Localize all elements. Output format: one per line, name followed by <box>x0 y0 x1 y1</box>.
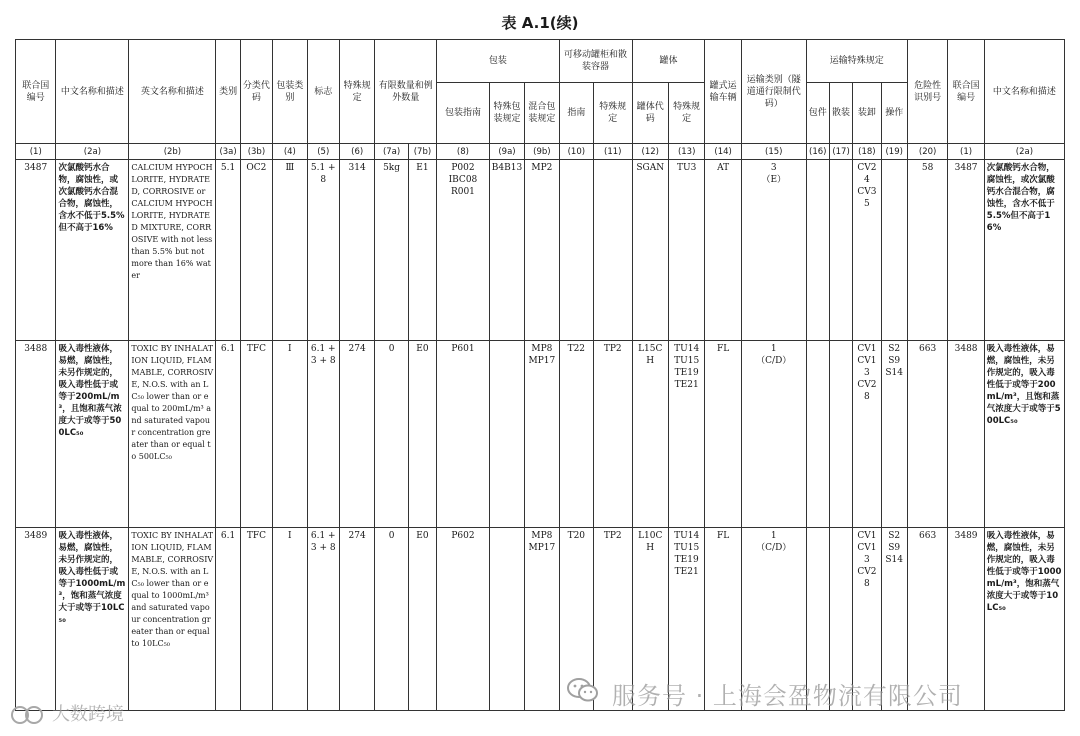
labels-cell: 6.1 + 3 + 8 <box>307 341 339 528</box>
column-number: (2a) <box>56 144 129 160</box>
header-un-number: 联合国编号 <box>16 40 56 144</box>
limited-quantity-cell: 0 <box>375 528 408 711</box>
header-class-code: 分类代码 <box>240 40 272 144</box>
header-packaging: 包装 <box>437 40 559 83</box>
column-number: (5) <box>307 144 339 160</box>
excepted-quantity-cell: E0 <box>408 341 436 528</box>
column-number: (19) <box>881 144 907 160</box>
tank-code-cell: L10CH <box>632 528 668 711</box>
mixed-packing-cell-line: MP17 <box>528 543 556 553</box>
packing-instruction-cell <box>437 341 490 528</box>
loading-cell-line: CV35 <box>857 187 877 209</box>
corner-watermark-text: 大数跨境 <box>52 704 124 725</box>
transport-category-cell-line: 1 <box>770 344 777 354</box>
packing-instruction-cell-line: R001 <box>450 187 475 197</box>
class-cell: 6.1 <box>216 341 240 528</box>
operation-cell <box>881 160 907 341</box>
column-number: (15) <box>741 144 806 160</box>
mixed-packing-cell <box>525 160 559 341</box>
header-tank-special: 特殊规定 <box>668 83 704 144</box>
pt-special-cell: TP2 <box>594 528 632 711</box>
corner-watermark <box>10 700 124 726</box>
table-row <box>16 160 1065 341</box>
header-name-zh: 中文名称和描述 <box>56 40 129 144</box>
name-zh-cell: 吸入毒性液体，易燃，腐蚀性，未另作规定的，吸入毒性低于或等于200mL/m³，且饱和蒸气浓度大于或等于500LC₅₀ <box>56 341 129 528</box>
tank-special-cell-line: TU14 <box>674 344 700 354</box>
header-transport-special: 运输特殊规定 <box>806 40 907 83</box>
loading-cell-line: CV13 <box>857 356 877 378</box>
column-number: (20) <box>907 144 947 160</box>
dangerous-goods-table <box>15 39 1065 711</box>
tank-special-cell-line: TE21 <box>674 380 699 390</box>
packing-group-cell: Ⅲ <box>273 160 307 341</box>
header-bulk: 散装 <box>829 83 852 144</box>
un-number-cell: 3488 <box>16 341 56 528</box>
transport-category-cell-line: （C/D） <box>756 356 792 366</box>
header-class: 类别 <box>216 40 240 144</box>
class-code-cell: TFC <box>240 341 272 528</box>
column-number: (12) <box>632 144 668 160</box>
special-packing-cell <box>489 341 524 528</box>
bulk-cell <box>829 160 852 341</box>
column-number: (18) <box>853 144 881 160</box>
column-number: (3a) <box>216 144 240 160</box>
table-title: 表 A.1(续) <box>501 14 579 32</box>
mixed-packing-cell <box>525 528 559 711</box>
header-packing-group: 包装类别 <box>273 40 307 144</box>
un-number-2-cell: 3488 <box>948 341 984 528</box>
un-number-2-cell: 3487 <box>948 160 984 341</box>
column-number: (14) <box>705 144 741 160</box>
transport-category-cell <box>741 160 806 341</box>
column-number: (11) <box>594 144 632 160</box>
tank-vehicle-cell: FL <box>705 341 741 528</box>
header-special-provisions: 特殊规定 <box>339 40 374 144</box>
header-limited-quantity: 有限数量和例外数量 <box>375 40 437 144</box>
package-cell <box>806 341 829 528</box>
loading-cell-line: CV1 <box>857 344 877 354</box>
packing-instruction-cell-line: P602 <box>451 531 475 541</box>
hazard-id-cell: 58 <box>907 160 947 341</box>
tank-special-cell-line: TE19 <box>674 555 699 565</box>
header-labels: 标志 <box>307 40 339 144</box>
hazard-id-cell: 663 <box>907 341 947 528</box>
column-number: (2b) <box>129 144 216 160</box>
operation-cell-line: S14 <box>885 368 904 378</box>
tank-special-cell-line: TU14 <box>674 531 700 541</box>
special-provisions-cell: 314 <box>339 160 374 341</box>
name-zh-cell: 次氯酸钙水合物，腐蚀性，或次氯酸钙水合混合物，腐蚀性，含水不低于5.5%但不高于16% <box>56 160 129 341</box>
special-provisions-cell: 274 <box>339 341 374 528</box>
packing-instruction-cell <box>437 528 490 711</box>
pt-special-cell <box>594 160 632 341</box>
packing-instruction-cell <box>437 160 490 341</box>
name-zh-2-cell: 吸入毒性液体，易燃，腐蚀性，未另作规定的，吸入毒性低于或等于1000mL/m³，饱和蒸气浓度大于或等于10LC₅₀ <box>984 528 1064 711</box>
tank-vehicle-cell: AT <box>705 160 741 341</box>
class-cell: 5.1 <box>216 160 240 341</box>
header-mixed-packing: 混合包装规定 <box>525 83 559 144</box>
special-provisions-cell: 274 <box>339 528 374 711</box>
operation-cell-line: S2 <box>888 344 901 354</box>
column-number: (1) <box>948 144 984 160</box>
name-zh-2-cell: 次氯酸钙水合物，腐蚀性，或次氯酸钙水合混合物，腐蚀性，含水不低于5.5%但不高于16% <box>984 160 1064 341</box>
header-loading: 装卸 <box>853 83 881 144</box>
header-pt-special: 特殊规定 <box>594 83 632 144</box>
column-number: (1) <box>16 144 56 160</box>
packing-instruction-cell-line: P601 <box>451 344 475 354</box>
operation-cell-line: S9 <box>888 543 901 553</box>
name-en-cell: TOXIC BY INHALATION LIQUID, FLAMMABLE, CORROSIVE, N.O.S. with an LC₅₀ lower than or equal to 200mL/m³ and saturated vapour concentration greater than or equal to 500LC₅₀ <box>129 341 216 528</box>
packing-group-cell: I <box>273 341 307 528</box>
header-transport-category: 运输类别（隧道通行限制代码） <box>741 40 806 144</box>
loading-cell-line: CV13 <box>857 543 877 565</box>
operation-cell <box>881 341 907 528</box>
column-number: (17) <box>829 144 852 160</box>
header-name-en: 英文名称和描述 <box>129 40 216 144</box>
tank-special-cell-line: TU15 <box>674 543 700 553</box>
loading-cell-line: CV24 <box>857 163 877 185</box>
pt-special-cell: TP2 <box>594 341 632 528</box>
excepted-quantity-cell: E0 <box>408 528 436 711</box>
header-package: 包件 <box>806 83 829 144</box>
special-packing-cell <box>489 528 524 711</box>
class-code-cell: OC2 <box>240 160 272 341</box>
tank-special-cell-line: TE21 <box>674 567 699 577</box>
excepted-quantity-cell: E1 <box>408 160 436 341</box>
column-number-row <box>16 144 1065 160</box>
tank-special-cell-line: TU15 <box>674 356 700 366</box>
class-cell: 6.1 <box>216 528 240 711</box>
loading-cell-line: CV1 <box>857 531 877 541</box>
bulk-cell <box>829 341 852 528</box>
transport-category-cell <box>741 341 806 528</box>
pt-instruction-cell: T22 <box>559 341 593 528</box>
name-zh-2-cell: 吸入毒性液体，易燃，腐蚀性，未另作规定的，吸入毒性低于或等于200mL/m³，且饱和蒸气浓度大于或等于500LC₅₀ <box>984 341 1064 528</box>
header-tank: 罐体 <box>632 40 705 83</box>
transport-category-cell-line: （E） <box>761 175 787 185</box>
limited-quantity-cell: 0 <box>375 341 408 528</box>
header-operation: 操作 <box>881 83 907 144</box>
tank-special-cell <box>668 160 704 341</box>
packing-group-cell: I <box>273 528 307 711</box>
tank-special-cell <box>668 341 704 528</box>
column-number: (7a) <box>375 144 408 160</box>
name-en-cell: CALCIUM HYPOCHLORITE, HYDRATED, CORROSIVE or CALCIUM HYPOCHLORITE, HYDRATED MIXTURE, CORROSIVE with not less than 5.5% but not more than 16% water <box>129 160 216 341</box>
special-packing-cell: B4B13 <box>489 160 524 341</box>
header-portable-tank: 可移动罐柜和散装容器 <box>559 40 632 83</box>
tank-vehicle-cell: FL <box>705 528 741 711</box>
loading-cell <box>853 160 881 341</box>
column-number: (4) <box>273 144 307 160</box>
tank-code-cell: SGAN <box>632 160 668 341</box>
limited-quantity-cell: 5kg <box>375 160 408 341</box>
table-row <box>16 341 1065 528</box>
mixed-packing-cell-line: MP2 <box>531 163 553 173</box>
transport-category-cell-line: （C/D） <box>756 543 792 553</box>
header-packing-instruction: 包装指南 <box>437 83 490 144</box>
operation-cell-line: S9 <box>888 356 901 366</box>
name-zh-cell: 吸入毒性液体，易燃，腐蚀性，未另作规定的，吸入毒性低于或等于1000mL/m³，饱和蒸气浓度大于或等于10LC₅₀ <box>56 528 129 711</box>
loading-cell-line: CV28 <box>857 380 877 402</box>
column-number: (9a) <box>489 144 524 160</box>
mixed-packing-cell <box>525 341 559 528</box>
package-cell <box>806 160 829 341</box>
header-special-packing: 特殊包装规定 <box>489 83 524 144</box>
brand-logo-icon <box>10 704 48 726</box>
tank-special-cell-line: TE19 <box>674 368 699 378</box>
pt-instruction-cell: T20 <box>559 528 593 711</box>
column-number: (16) <box>806 144 829 160</box>
header-name-zh-2: 中文名称和描述 <box>984 40 1064 144</box>
loading-cell <box>853 341 881 528</box>
column-number: (9b) <box>525 144 559 160</box>
column-number: (3b) <box>240 144 272 160</box>
labels-cell: 5.1 + 8 <box>307 160 339 341</box>
header-un-number-2: 联合国编号 <box>948 40 984 144</box>
column-number: (8) <box>437 144 490 160</box>
header-hazard-id: 危险性识别号 <box>907 40 947 144</box>
column-number: (2a) <box>984 144 1064 160</box>
column-number: (7b) <box>408 144 436 160</box>
operation-cell-line: S14 <box>885 555 904 565</box>
column-number: (10) <box>559 144 593 160</box>
tank-special-cell-line: TU3 <box>677 163 697 173</box>
mixed-packing-cell-line: MP8 <box>531 344 553 354</box>
class-code-cell: TFC <box>240 528 272 711</box>
watermark-text: 服务号 · 上海会盈物流有限公司 <box>612 682 963 710</box>
un-number-2-cell: 3489 <box>948 528 984 711</box>
packing-instruction-cell-line: IBC08 <box>448 175 478 185</box>
loading-cell-line: CV28 <box>857 567 877 589</box>
pt-instruction-cell <box>559 160 593 341</box>
name-en-cell: TOXIC BY INHALATION LIQUID, FLAMMABLE, CORROSIVE, N.O.S. with an LC₅₀ lower than or equal to 1000mL/m³ and saturated vapour concentration greater than or equal to 10LC₅₀ <box>129 528 216 711</box>
column-number: (6) <box>339 144 374 160</box>
hazard-id-cell: 663 <box>907 528 947 711</box>
labels-cell: 6.1 + 3 + 8 <box>307 528 339 711</box>
operation-cell-line: S2 <box>888 531 901 541</box>
column-number: (13) <box>668 144 704 160</box>
un-number-cell: 3487 <box>16 160 56 341</box>
transport-category-cell-line: 3 <box>770 163 777 173</box>
mixed-packing-cell-line: MP8 <box>531 531 553 541</box>
header-tank-code: 罐体代码 <box>632 83 668 144</box>
tank-code-cell: L15CH <box>632 341 668 528</box>
un-number-cell: 3489 <box>16 528 56 711</box>
header-tank-vehicle: 罐式运输车辆 <box>705 40 741 144</box>
wechat-icon <box>566 676 600 704</box>
packing-instruction-cell-line: P002 <box>451 163 475 173</box>
header-pt-instruction: 指南 <box>559 83 593 144</box>
transport-category-cell-line: 1 <box>770 531 777 541</box>
mixed-packing-cell-line: MP17 <box>528 356 556 366</box>
